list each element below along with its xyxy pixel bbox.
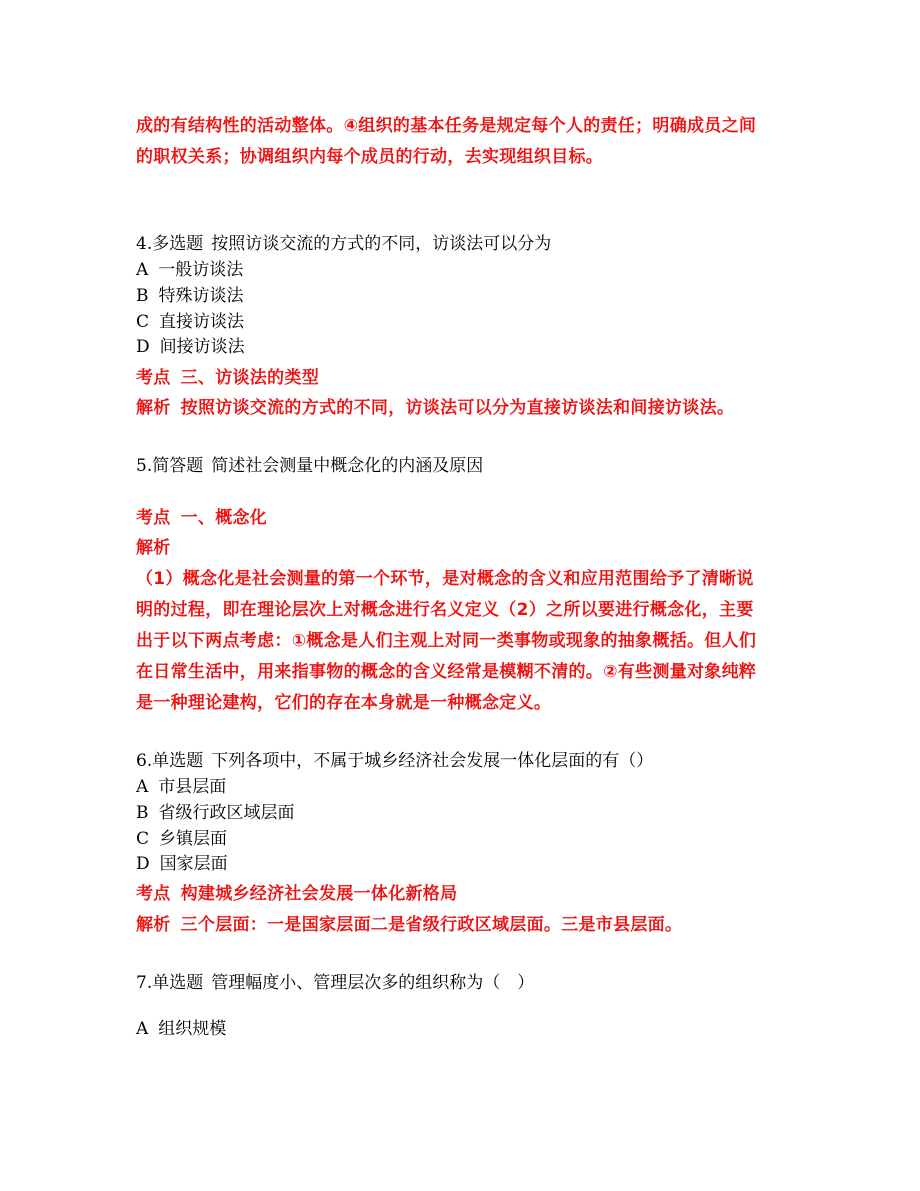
prev-answer-line-1: 成的有结构性的活动整体。④组织的基本任务是规定每个人的责任；明确成员之间 — [136, 116, 757, 136]
question-4-option-a: A 一般访谈法 — [136, 260, 244, 280]
question-5-jiexi-line-5: 是一种理论建构，它们的存在本身就是一种概念定义。 — [136, 693, 552, 713]
question-6-jiexi: 解析 三个层面：一是国家层面二是省级行政区域层面。三是市县层面。 — [136, 915, 683, 935]
question-5-jiexi-line-1: （1）概念化是社会测量的第一个环节，是对概念的含义和应用范围给予了清晰说 — [136, 569, 754, 589]
question-6-option-c: C 乡镇层面 — [136, 829, 228, 849]
question-text: 管理幅度小、管理层次多的组织称为（ ） — [211, 973, 535, 993]
question-4-jiexi: 解析 按照访谈交流的方式的不同，访谈法可以分为直接访谈法和间接访谈法。 — [136, 398, 735, 418]
question-6-option-d: D 国家层面 — [136, 854, 228, 874]
question-number: 7. — [136, 973, 153, 993]
question-text: 按照访谈交流的方式的不同，访谈法可以分为 — [211, 234, 552, 254]
question-5-kaodian: 考点 一、概念化 — [136, 508, 268, 528]
prev-answer-line-2: 的职权关系；协调组织内每个成员的行动，去实现组织目标。 — [136, 147, 604, 167]
question-text: 简述社会测量中概念化的内涵及原因 — [211, 456, 484, 476]
question-5-jiexi-line-3: 出于以下两点考虑：①概念是人们主观上对同一类事物或现象的抽象概括。但人们 — [136, 631, 757, 651]
question-6-kaodian: 考点 构建城乡经济社会发展一体化新格局 — [136, 884, 458, 904]
question-type: 单选题 — [152, 751, 204, 771]
question-7-header — [136, 975, 534, 992]
question-7-option-a: A 组织规模 — [136, 1019, 227, 1039]
question-5-jiexi-line-2: 明的过程，即在理论层次上对概念进行名义定义（2）之所以要进行概念化，主要 — [136, 600, 754, 620]
question-type: 多选题 — [152, 234, 204, 254]
question-4-option-b: B 特殊访谈法 — [136, 286, 244, 306]
question-6-option-b: B 省级行政区域层面 — [136, 803, 295, 823]
question-text: 下列各项中，不属于城乡经济社会发展一体化层面的有（） — [211, 751, 654, 771]
question-4-option-c: C 直接访谈法 — [136, 312, 245, 332]
question-number: 4. — [136, 234, 153, 254]
question-4-option-d: D 间接访谈法 — [136, 337, 245, 357]
question-number: 5. — [136, 456, 153, 476]
question-5-header — [136, 458, 483, 475]
question-4-header — [136, 236, 551, 253]
question-6-option-a: A 市县层面 — [136, 777, 227, 797]
question-4-kaodian: 考点 三、访谈法的类型 — [136, 368, 320, 388]
question-type: 单选题 — [152, 973, 204, 993]
question-5-jiexi-line-4: 在日常生活中，用来指事物的概念的含义经常是模糊不清的。②有些测量对象纯粹 — [136, 662, 757, 682]
question-5-jiexi-label: 解析 — [136, 538, 171, 558]
question-number: 6. — [136, 751, 153, 771]
question-6-header — [136, 753, 653, 770]
question-type: 简答题 — [152, 456, 204, 476]
